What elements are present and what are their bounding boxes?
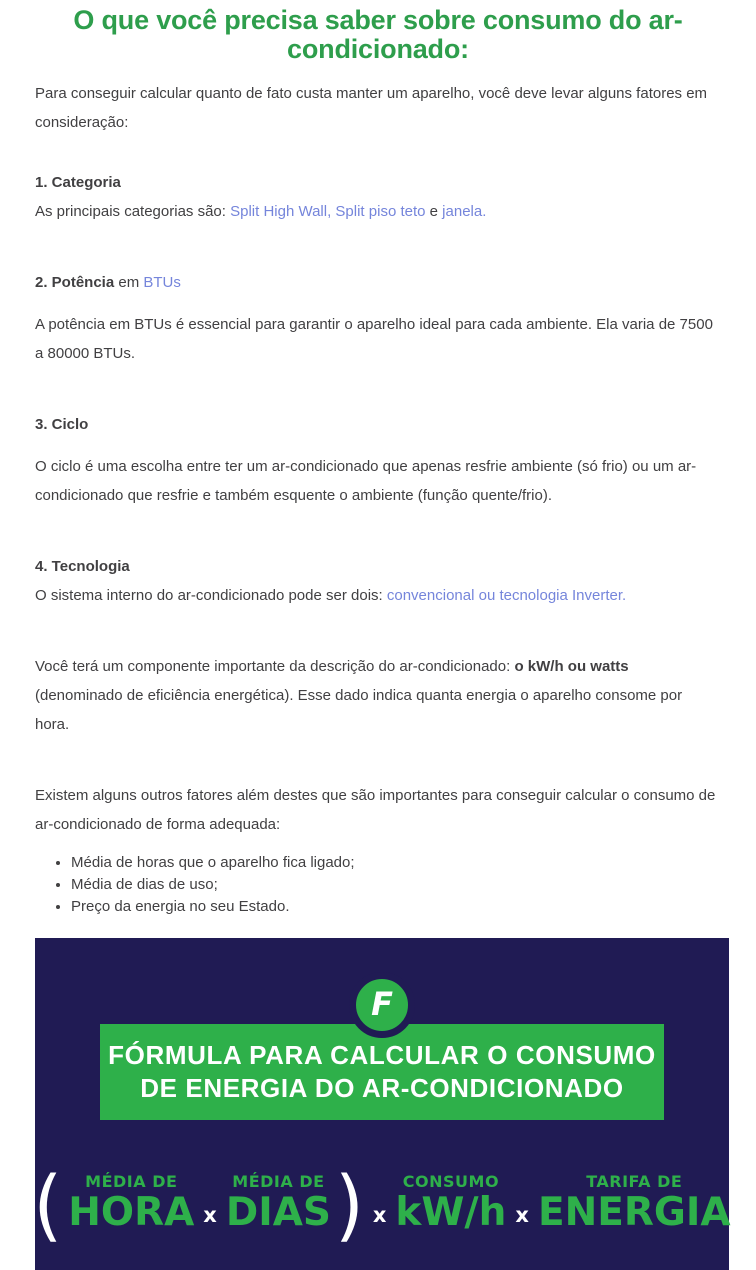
section-categoria-paragraph [35, 197, 720, 226]
multiply-sign: x [515, 1203, 529, 1227]
formula-expression [33, 1159, 731, 1251]
multiply-sign: x [203, 1203, 217, 1227]
link-janela[interactable]: janela. [442, 203, 487, 220]
potencia-heading-bold: 2. Potência [35, 274, 115, 291]
formula-title-line2: DE ENERGIA DO AR-CONDICIONADO [140, 1073, 624, 1103]
formula-title-line1: FÓRMULA PARA CALCULAR O CONSUMO [108, 1040, 656, 1070]
term-label: TARIFA DE [586, 1172, 683, 1191]
intro-paragraph: Para conseguir calcular quanto de fato custa manter um aparelho, você deve levar alguns fatores em consideração: [35, 85, 708, 131]
page-title: O que você precisa saber sobre consumo do ar-condicionado: [73, 5, 683, 64]
tecnologia-text: O sistema interno do ar-condicionado pode ser dois: [35, 587, 387, 604]
term-label: MÉDIA DE [232, 1172, 325, 1191]
formula-term-kwh [395, 1172, 506, 1234]
article-page [0, 5, 756, 1251]
formula-term-dias [226, 1172, 331, 1234]
formula-term-energia [538, 1172, 731, 1234]
factors-list [35, 852, 720, 918]
link-btus[interactable]: BTUs [143, 274, 181, 291]
section-categoria-heading: 1. Categoria [35, 174, 121, 191]
section-categoria [35, 168, 720, 226]
section-ciclo-heading: 3. Ciclo [35, 416, 89, 433]
close-paren: ) [335, 1159, 364, 1251]
formula-term-hora [68, 1172, 194, 1234]
list-item: • Média de dias de uso; [71, 874, 720, 896]
logo-letter: F [371, 985, 393, 1023]
term-value: HORA [68, 1190, 195, 1235]
list-item: • Média de horas que o aparelho fica ligado; [71, 852, 720, 874]
kwh-text-before: Você terá um componente importante da descrição do ar-condicionado: [35, 658, 515, 675]
multiply-sign: x [372, 1203, 387, 1227]
formula-banner [35, 938, 729, 1270]
section-potencia-heading [35, 268, 720, 297]
section-tecnologia-paragraph [35, 581, 720, 610]
section-tecnologia-heading: 4. Tecnologia [35, 558, 130, 575]
term-value: ENERGIA [537, 1190, 731, 1235]
link-split-piso-teto[interactable]: Split piso teto [335, 203, 426, 220]
kwh-text-after: (denominado de eficiência energética). Esse dado indica quanta energia o aparelho consome por hora. [35, 687, 683, 733]
categoria-conjunction: e [425, 203, 443, 220]
section-potencia-paragraph: A potência em BTUs é essencial para garantir o aparelho ideal para cada ambiente. Ela varia de 7500 a 80000 BTUs. [35, 316, 713, 362]
term-value: DIAS [225, 1190, 331, 1235]
potencia-heading-text: em [114, 274, 144, 291]
section-ciclo-paragraph: O ciclo é uma escolha entre ter um ar-condicionado que apenas resfrie ambiente (só frio) ou um ar-condicionado que resfrie e também esquente o ambiente (função quente/frio). [35, 458, 697, 504]
term-value: kW/h [395, 1190, 507, 1235]
link-split-high-wall[interactable]: Split High Wall, [230, 203, 332, 220]
paragraph-kwh [35, 652, 720, 739]
term-label: MÉDIA DE [85, 1172, 178, 1191]
link-convencional-inverter[interactable]: convencional ou tecnologia Inverter. [386, 587, 627, 604]
formula-title-box [100, 1024, 664, 1120]
open-paren: ( [33, 1159, 63, 1251]
term-label: CONSUMO [402, 1172, 500, 1191]
section-tecnologia [35, 552, 720, 610]
list-item: • Preço da energia no seu Estado. [71, 896, 720, 918]
kwh-bold: o kW/h ou watts [514, 658, 629, 675]
brand-logo-icon [349, 972, 415, 1038]
article-body [0, 79, 756, 918]
paragraph-factors: Existem alguns outros fatores além destes que são importantes para conseguir calcular o consumo de ar-condicionado de forma adequada: [35, 787, 716, 833]
categoria-text: As principais categorias são: [35, 203, 231, 220]
